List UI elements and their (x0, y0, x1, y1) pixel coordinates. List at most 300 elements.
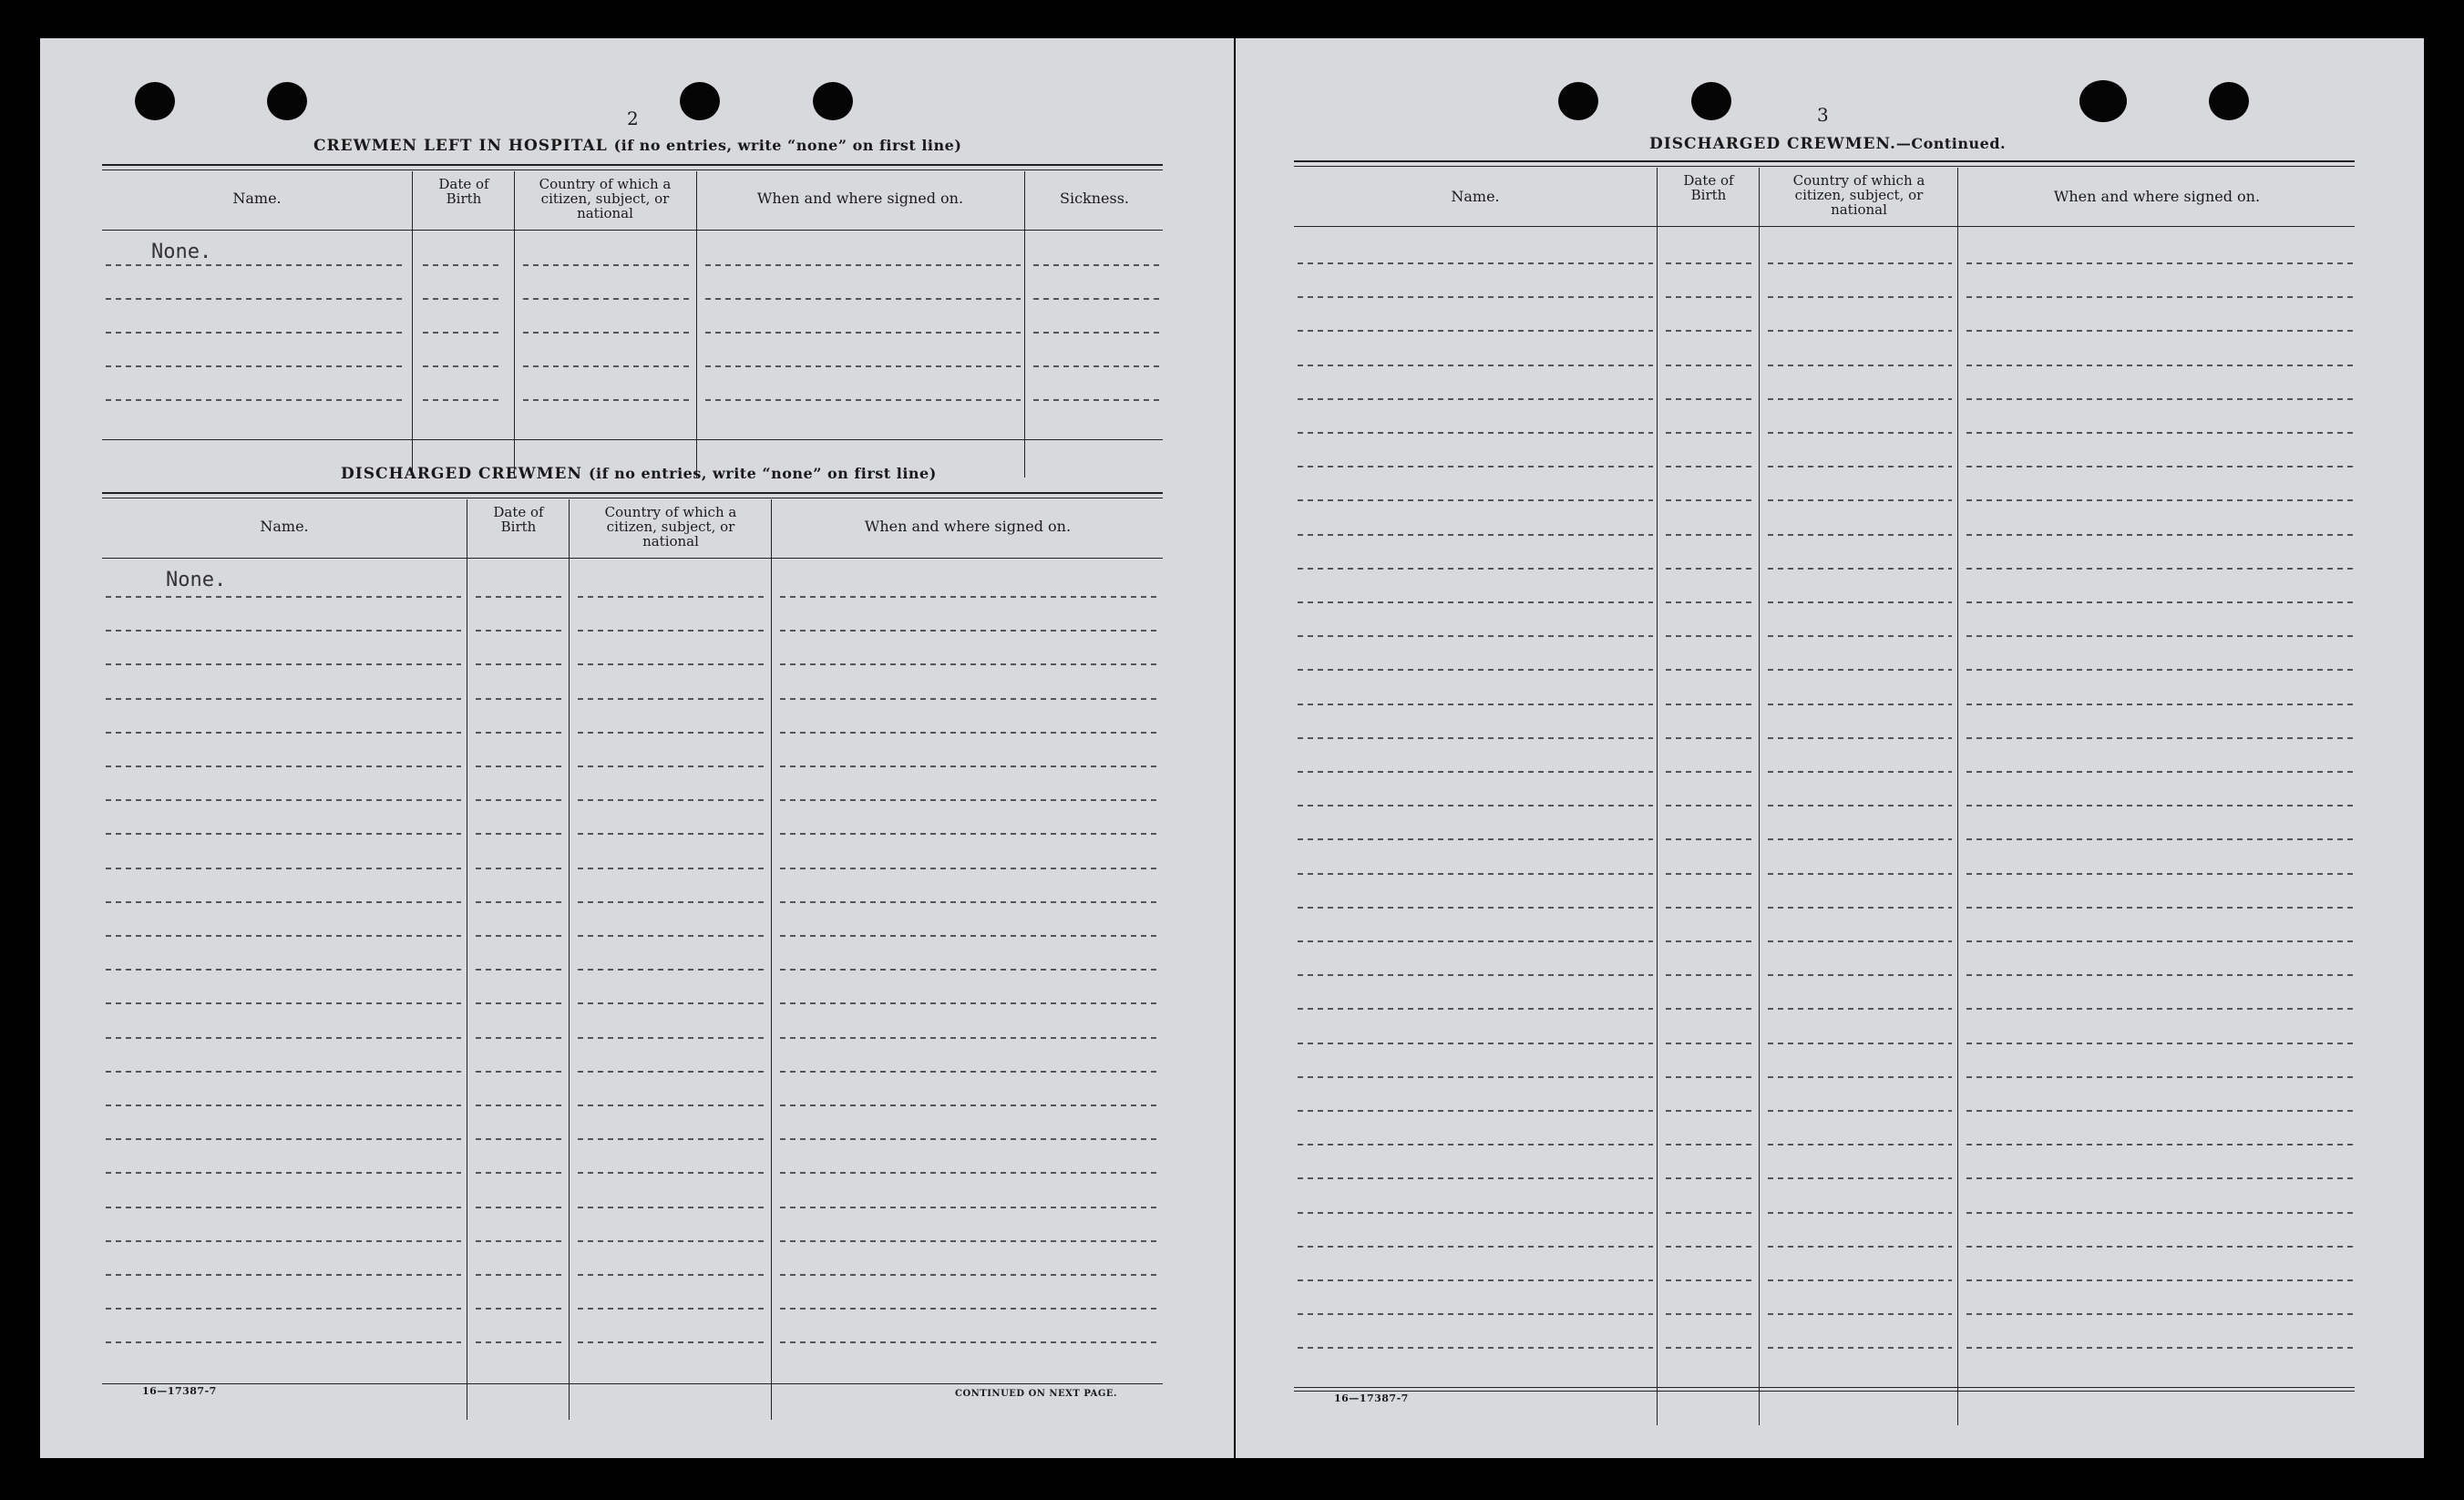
discharged-title-text: DISCHARGED CREWMEN (341, 465, 583, 483)
ruled-line (1298, 907, 1653, 909)
ruled-line (1298, 737, 1653, 739)
ruled-line (1298, 1043, 1653, 1044)
ruled-line (1768, 771, 1952, 773)
ruled-line (106, 596, 461, 598)
ruled-line (1768, 1212, 1952, 1214)
ruled-line (476, 833, 563, 835)
ruled-line (705, 298, 1021, 300)
ruled-line (780, 901, 1161, 903)
ruled-line (578, 765, 765, 767)
ruled-line (780, 630, 1161, 632)
discharged-entry: None. (166, 569, 227, 591)
ruled-line (106, 1002, 461, 1004)
ruled-line (476, 663, 563, 665)
ruled-line (780, 1104, 1161, 1106)
ruled-line (578, 732, 765, 734)
col-dob-header: Date of Birth (493, 504, 544, 535)
ruled-line (1966, 1246, 2353, 1248)
ruled-line (106, 1071, 461, 1073)
ruled-line (106, 399, 406, 401)
punch-hole (813, 82, 853, 120)
ruled-line (1666, 635, 1753, 637)
ruled-line (1666, 398, 1753, 400)
ruled-line (1966, 262, 2353, 264)
ruled-line (1966, 568, 2353, 570)
ruled-line (578, 969, 765, 971)
ruled-line (1298, 601, 1653, 603)
form-number: 16—17387-7 (1334, 1392, 1409, 1404)
hospital-section-title (313, 137, 961, 155)
discharged-section-title (341, 465, 937, 483)
ruled-line (1966, 330, 2353, 332)
ruled-line (1666, 499, 1753, 501)
ruled-line (780, 1138, 1161, 1140)
ruled-line (1666, 873, 1753, 875)
ruled-line (1768, 534, 1952, 536)
ruled-line (476, 596, 563, 598)
ruled-line (1666, 1313, 1753, 1315)
ruled-line (1768, 1076, 1952, 1078)
ruled-line (1666, 534, 1753, 536)
punch-hole (2079, 80, 2127, 122)
ruled-line (1298, 534, 1653, 536)
ruled-line (1666, 1246, 1753, 1248)
ruled-line (476, 1104, 563, 1106)
ruled-line (780, 969, 1161, 971)
ruled-line (476, 1071, 563, 1073)
ruled-line (780, 799, 1161, 801)
col-name-header: Name. (260, 518, 309, 535)
ruled-line (1966, 1177, 2353, 1179)
ruled-line (578, 833, 765, 835)
ruled-line (476, 969, 563, 971)
hospital-entry: None. (151, 241, 212, 263)
ruled-line (1033, 264, 1161, 266)
ruled-line (476, 1308, 563, 1310)
ruled-line (1298, 669, 1653, 671)
ruled-line (780, 1002, 1161, 1004)
ruled-line (1298, 1076, 1653, 1078)
ruled-line (1768, 838, 1952, 840)
ruled-line (1768, 1279, 1952, 1281)
ruled-line (705, 365, 1021, 367)
ruled-line (106, 1274, 461, 1276)
column-divider (412, 171, 413, 478)
ruled-line (1298, 1246, 1653, 1248)
table-bottom-rule (1294, 1387, 2355, 1388)
ruled-line (476, 1341, 563, 1343)
ruled-line (1666, 669, 1753, 671)
ruled-line (1768, 1144, 1952, 1146)
ruled-line (780, 596, 1161, 598)
ruled-line (1666, 601, 1753, 603)
header-rule (1294, 226, 2355, 227)
ruled-line (1298, 704, 1653, 705)
ruled-line (1768, 805, 1952, 807)
ruled-line (106, 732, 461, 734)
ruled-line (106, 1240, 461, 1242)
ruled-line (1666, 838, 1753, 840)
col-name-header: Name. (232, 190, 282, 207)
ruled-line (578, 901, 765, 903)
ruled-line (1298, 1177, 1653, 1179)
ruled-line (423, 365, 501, 367)
form-number: 16—17387-7 (142, 1385, 217, 1397)
table-top-rule (102, 492, 1163, 498)
column-divider (514, 171, 515, 478)
ruled-line (1966, 1076, 2353, 1078)
ruled-line (106, 264, 406, 266)
ruled-line (1666, 771, 1753, 773)
ruled-line (1768, 907, 1952, 909)
punch-hole (267, 82, 307, 120)
ruled-line (523, 298, 693, 300)
ruled-line (578, 1341, 765, 1343)
ruled-line (1768, 262, 1952, 264)
ruled-line (1966, 296, 2353, 298)
col-country-header: Country of which a citizen, subject, or national (1792, 172, 1925, 218)
ruled-line (780, 1308, 1161, 1310)
ruled-line (1768, 601, 1952, 603)
ruled-line (1768, 974, 1952, 976)
ruled-line (1298, 1212, 1653, 1214)
ruled-line (106, 1037, 461, 1039)
ruled-line (476, 1002, 563, 1004)
table-top-rule (102, 164, 1163, 170)
ruled-line (423, 298, 501, 300)
ruled-line (1298, 940, 1653, 942)
ruled-line (1966, 907, 2353, 909)
ruled-line (1768, 1110, 1952, 1112)
ruled-line (1768, 398, 1952, 400)
ruled-line (1768, 737, 1952, 739)
ruled-line (106, 901, 461, 903)
ruled-line (1966, 1043, 2353, 1044)
ruled-line (106, 663, 461, 665)
ruled-line (1966, 466, 2353, 467)
ruled-line (1666, 1110, 1753, 1112)
ruled-line (1298, 296, 1653, 298)
ruled-line (1666, 1144, 1753, 1146)
ruled-line (1666, 296, 1753, 298)
hospital-instruction: (if no entries, write “none” on first line) (613, 137, 962, 154)
ruled-line (705, 399, 1021, 401)
ruled-line (780, 868, 1161, 869)
ruled-line (1033, 332, 1161, 334)
punch-hole (680, 82, 720, 120)
ruled-line (578, 1104, 765, 1106)
ruled-line (106, 1207, 461, 1208)
ruled-line (780, 1071, 1161, 1073)
ruled-line (1966, 1347, 2353, 1349)
ruled-line (1966, 1008, 2353, 1010)
column-divider (696, 171, 697, 478)
table-top-rule (1294, 160, 2355, 167)
right-page (1236, 38, 2424, 1458)
ruled-line (780, 1037, 1161, 1039)
ruled-line (1768, 1043, 1952, 1044)
ruled-line (523, 399, 693, 401)
col-dob-header: Date of Birth (438, 176, 489, 207)
ruled-line (780, 1240, 1161, 1242)
ruled-line (523, 332, 693, 334)
ruled-line (780, 935, 1161, 937)
ruled-line (780, 1341, 1161, 1343)
ruled-line (1966, 1279, 2353, 1281)
ruled-line (1666, 907, 1753, 909)
ruled-line (106, 969, 461, 971)
table-bottom-rule (1294, 1391, 2355, 1392)
ruled-line (1768, 873, 1952, 875)
ruled-line (476, 1037, 563, 1039)
ruled-line (1768, 1313, 1952, 1315)
ruled-line (780, 698, 1161, 700)
continued-suffix: —Continued. (1895, 135, 2007, 152)
ruled-line (1768, 1177, 1952, 1179)
table-bottom-rule (102, 439, 1163, 440)
ruled-line (1298, 1347, 1653, 1349)
ruled-line (780, 1274, 1161, 1276)
ruled-line (1768, 432, 1952, 434)
ruled-line (1666, 262, 1753, 264)
ruled-line (1298, 805, 1653, 807)
ruled-line (1966, 1212, 2353, 1214)
ruled-line (780, 663, 1161, 665)
ruled-line (106, 298, 406, 300)
ruled-line (1666, 1076, 1753, 1078)
ruled-line (106, 1341, 461, 1343)
column-divider (569, 499, 570, 1420)
ruled-line (1666, 466, 1753, 467)
ruled-line (1298, 330, 1653, 332)
discharged-continued-title (1649, 135, 2006, 153)
col-country-header: Country of which a citizen, subject, or national (539, 176, 672, 221)
ruled-line (1666, 568, 1753, 570)
ruled-line (1966, 398, 2353, 400)
ruled-line (1298, 1144, 1653, 1146)
ruled-line (1768, 704, 1952, 705)
ruled-line (1033, 365, 1161, 367)
ruled-line (476, 1207, 563, 1208)
ruled-line (106, 1104, 461, 1106)
ruled-line (423, 264, 501, 266)
ruled-line (1666, 1347, 1753, 1349)
ruled-line (1966, 1110, 2353, 1112)
ruled-line (476, 935, 563, 937)
ruled-line (106, 1138, 461, 1140)
ruled-line (1768, 365, 1952, 366)
ruled-line (1298, 974, 1653, 976)
left-page (40, 38, 1234, 1458)
col-sickness-header: Sickness. (1059, 190, 1129, 207)
ruled-line (780, 732, 1161, 734)
ruled-line (106, 765, 461, 767)
ruled-line (1966, 635, 2353, 637)
ruled-line (705, 332, 1021, 334)
ruled-line (1298, 262, 1653, 264)
ruled-line (106, 332, 406, 334)
ruled-line (1666, 940, 1753, 942)
ruled-line (780, 765, 1161, 767)
ruled-line (106, 799, 461, 801)
ruled-line (1966, 534, 2353, 536)
ruled-line (578, 1308, 765, 1310)
ruled-line (780, 1172, 1161, 1174)
ruled-line (1666, 432, 1753, 434)
col-dob-header: Date of Birth (1683, 172, 1734, 203)
ruled-line (1966, 771, 2353, 773)
column-divider (1657, 168, 1658, 1425)
ruled-line (106, 365, 406, 367)
ruled-line (106, 1308, 461, 1310)
ruled-line (1298, 499, 1653, 501)
ruled-line (476, 1240, 563, 1242)
ruled-line (1298, 1008, 1653, 1010)
ruled-line (1298, 771, 1653, 773)
ruled-line (1666, 1043, 1753, 1044)
ruled-line (1033, 399, 1161, 401)
ruled-line (106, 1172, 461, 1174)
page-number: 3 (1817, 104, 1829, 126)
table-bottom-rule (102, 1383, 1163, 1384)
ruled-line (1966, 873, 2353, 875)
punch-hole (1558, 82, 1598, 120)
ruled-line (106, 630, 461, 632)
ruled-line (476, 765, 563, 767)
ruled-line (780, 1207, 1161, 1208)
ruled-line (780, 833, 1161, 835)
ruled-line (1966, 499, 2353, 501)
ruled-line (1966, 805, 2353, 807)
col-signed-header: When and where signed on. (864, 518, 1072, 535)
ruled-line (578, 1071, 765, 1073)
punch-hole (1691, 82, 1731, 120)
ruled-line (1298, 838, 1653, 840)
ruled-line (1966, 737, 2353, 739)
ruled-line (1768, 330, 1952, 332)
ruled-line (1666, 1177, 1753, 1179)
continued-note: CONTINUED ON NEXT PAGE. (955, 1389, 1118, 1399)
ruled-line (578, 1138, 765, 1140)
column-divider (1759, 168, 1760, 1425)
col-signed-header: When and where signed on. (2053, 188, 2261, 205)
ruled-line (1966, 365, 2353, 366)
ruled-line (578, 1002, 765, 1004)
ruled-line (1966, 1144, 2353, 1146)
ruled-line (1768, 499, 1952, 501)
page-number: 2 (627, 108, 639, 129)
ruled-line (476, 799, 563, 801)
ruled-line (1298, 635, 1653, 637)
ruled-line (1666, 704, 1753, 705)
ruled-line (578, 868, 765, 869)
ruled-line (1768, 568, 1952, 570)
ruled-line (1666, 1212, 1753, 1214)
ruled-line (476, 1138, 563, 1140)
ruled-line (1298, 873, 1653, 875)
ruled-line (1966, 669, 2353, 671)
ruled-line (1298, 1313, 1653, 1315)
ruled-line (476, 901, 563, 903)
ruled-line (578, 698, 765, 700)
ruled-line (578, 1240, 765, 1242)
ruled-line (1768, 1347, 1952, 1349)
ruled-line (1768, 635, 1952, 637)
ruled-line (1768, 466, 1952, 467)
ruled-line (423, 332, 501, 334)
column-divider (1024, 171, 1025, 478)
ruled-line (1666, 365, 1753, 366)
ruled-line (1666, 737, 1753, 739)
ruled-line (106, 868, 461, 869)
ruled-line (476, 732, 563, 734)
discharged-instruction: (if no entries, write “none” on first line) (588, 465, 937, 482)
discharged-continued-text: DISCHARGED CREWMEN. (1649, 135, 1896, 153)
ruled-line (578, 1037, 765, 1039)
ruled-line (106, 935, 461, 937)
ruled-line (1966, 432, 2353, 434)
ruled-line (106, 698, 461, 700)
ruled-line (523, 365, 693, 367)
header-rule (102, 230, 1163, 231)
ruled-line (1768, 669, 1952, 671)
ruled-line (1966, 704, 2353, 705)
ruled-line (578, 935, 765, 937)
ruled-line (1966, 940, 2353, 942)
hospital-title-text: CREWMEN LEFT IN HOSPITAL (313, 137, 608, 155)
ruled-line (476, 630, 563, 632)
ruled-line (578, 663, 765, 665)
col-country-header: Country of which a citizen, subject, or national (604, 504, 737, 550)
ruled-line (523, 264, 693, 266)
col-name-header: Name. (1451, 188, 1500, 205)
punch-hole (135, 82, 175, 120)
ruled-line (578, 1172, 765, 1174)
ruled-line (1666, 1008, 1753, 1010)
ruled-line (578, 596, 765, 598)
ruled-line (476, 1172, 563, 1174)
ruled-line (1298, 1110, 1653, 1112)
header-rule (102, 558, 1163, 559)
ruled-line (106, 833, 461, 835)
ruled-line (1666, 805, 1753, 807)
ruled-line (578, 630, 765, 632)
col-signed-header: When and where signed on. (756, 190, 964, 207)
ruled-line (1666, 330, 1753, 332)
ruled-line (476, 698, 563, 700)
ruled-line (1768, 1008, 1952, 1010)
ruled-line (578, 1274, 765, 1276)
ruled-line (1298, 365, 1653, 366)
column-divider (771, 499, 772, 1420)
ruled-line (1966, 1313, 2353, 1315)
ruled-line (423, 399, 501, 401)
ruled-line (1298, 1279, 1653, 1281)
punch-hole (2209, 82, 2249, 120)
ruled-line (578, 1207, 765, 1208)
ruled-line (1666, 1279, 1753, 1281)
ruled-line (1666, 974, 1753, 976)
ruled-line (1768, 940, 1952, 942)
ruled-line (1966, 601, 2353, 603)
ruled-line (1298, 432, 1653, 434)
ruled-line (476, 868, 563, 869)
ruled-line (578, 799, 765, 801)
ruled-line (1298, 568, 1653, 570)
ruled-line (1768, 296, 1952, 298)
ruled-line (1298, 466, 1653, 467)
ruled-line (705, 264, 1021, 266)
